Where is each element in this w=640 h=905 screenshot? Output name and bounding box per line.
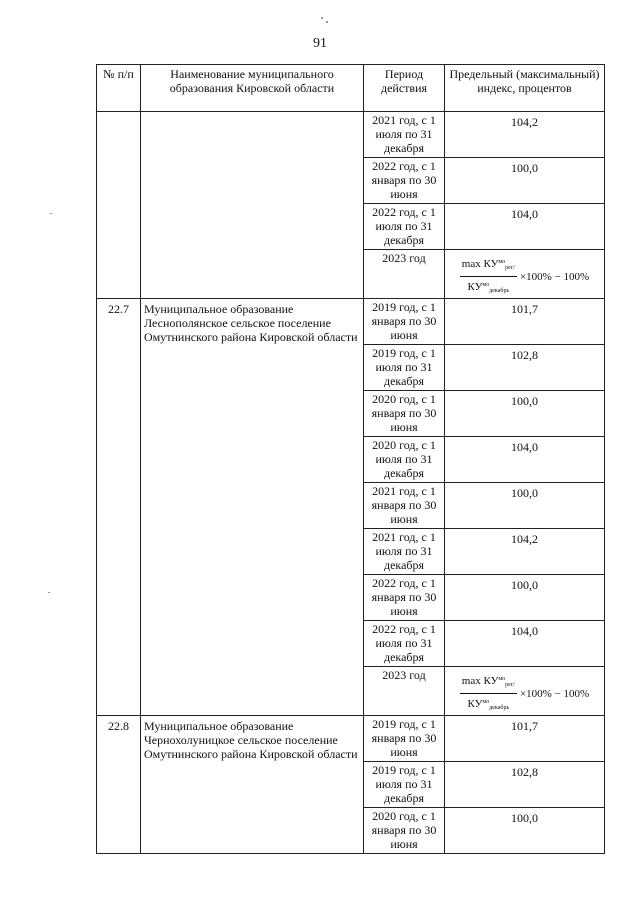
index-cell: 101,7 bbox=[445, 299, 605, 345]
index-cell: 104,2 bbox=[445, 529, 605, 575]
name-cell: Муниципальное образование Чернохолуницкое сельское поселение Омутнинского района Кировской области bbox=[141, 716, 364, 854]
index-formula bbox=[445, 253, 604, 298]
table-row bbox=[97, 716, 605, 762]
period-cell: 2023 год bbox=[364, 667, 445, 716]
index-formula-cell bbox=[445, 667, 605, 716]
period-cell: 2020 год, с 1 января по 30 июня bbox=[364, 391, 445, 437]
index-cell: 104,0 bbox=[445, 437, 605, 483]
period-cell: 2023 год bbox=[364, 250, 445, 299]
period-cell: 2021 год, с 1 июля по 31 декабря bbox=[364, 112, 445, 158]
period-cell: 2022 год, с 1 января по 30 июня bbox=[364, 158, 445, 204]
table-header-row bbox=[97, 65, 605, 112]
index-cell: 102,8 bbox=[445, 345, 605, 391]
formula-tail: ×100% − 100% bbox=[519, 687, 590, 700]
index-cell: 100,0 bbox=[445, 158, 605, 204]
period-cell: 2019 год, с 1 января по 30 июня bbox=[364, 299, 445, 345]
num-cell-continued bbox=[97, 112, 141, 299]
header-name: Наименование муниципального образования Кировской области bbox=[141, 65, 364, 112]
name-cell: Муниципальное образование Леснополянское сельское поселение Омутнинского района Кировской области bbox=[141, 299, 364, 716]
formula-denominator: $КУ^{мо}_{декабрь}$ bbox=[467, 281, 510, 294]
period-cell: 2022 год, с 1 июля по 31 декабря bbox=[364, 204, 445, 250]
period-cell: 2019 год, с 1 июля по 31 декабря bbox=[364, 345, 445, 391]
scan-speck bbox=[50, 213, 52, 214]
period-cell: 2021 год, с 1 января по 30 июня bbox=[364, 483, 445, 529]
index-cell: 101,7 bbox=[445, 716, 605, 762]
table-row bbox=[97, 112, 605, 158]
header-num: № п/п bbox=[97, 65, 141, 112]
scan-speck bbox=[48, 592, 50, 593]
index-cell: 102,8 bbox=[445, 762, 605, 808]
tariff-index-table bbox=[96, 64, 605, 854]
index-cell: 100,0 bbox=[445, 391, 605, 437]
formula-denominator: $КУ^{мо}_{декабрь}$ bbox=[467, 698, 510, 711]
index-formula-cell bbox=[445, 250, 605, 299]
period-cell: 2019 год, с 1 июля по 31 декабря bbox=[364, 762, 445, 808]
index-cell: 100,0 bbox=[445, 483, 605, 529]
num-cell: 22.7 bbox=[97, 299, 141, 716]
formula-fraction bbox=[460, 672, 517, 715]
period-cell: 2020 год, с 1 июля по 31 декабря bbox=[364, 437, 445, 483]
scan-speck bbox=[321, 17, 323, 19]
header-period: Период действия bbox=[364, 65, 445, 112]
period-cell: 2020 год, с 1 января по 30 июня bbox=[364, 808, 445, 854]
num-cell: 22.8 bbox=[97, 716, 141, 854]
header-index: Предельный (максимальный) индекс, процентов bbox=[445, 65, 605, 112]
index-cell: 104,0 bbox=[445, 204, 605, 250]
formula-fraction bbox=[460, 255, 517, 298]
period-cell: 2021 год, с 1 июля по 31 декабря bbox=[364, 529, 445, 575]
period-cell: 2022 год, с 1 июля по 31 декабря bbox=[364, 621, 445, 667]
index-formula bbox=[445, 670, 604, 715]
page-number: 91 bbox=[313, 36, 327, 51]
table-row bbox=[97, 299, 605, 345]
formula-numerator: $\max КУ^{мо}_{рег/}$ bbox=[460, 672, 517, 694]
formula-numerator: $\max КУ^{мо}_{рег/}$ bbox=[460, 255, 517, 277]
period-cell: 2019 год, с 1 января по 30 июня bbox=[364, 716, 445, 762]
index-cell: 100,0 bbox=[445, 575, 605, 621]
scan-speck bbox=[326, 21, 328, 23]
name-cell-continued bbox=[141, 112, 364, 299]
index-cell: 104,0 bbox=[445, 621, 605, 667]
index-cell: 104,2 bbox=[445, 112, 605, 158]
index-cell: 100,0 bbox=[445, 808, 605, 854]
formula-tail: ×100% − 100% bbox=[519, 270, 590, 283]
period-cell: 2022 год, с 1 января по 30 июня bbox=[364, 575, 445, 621]
